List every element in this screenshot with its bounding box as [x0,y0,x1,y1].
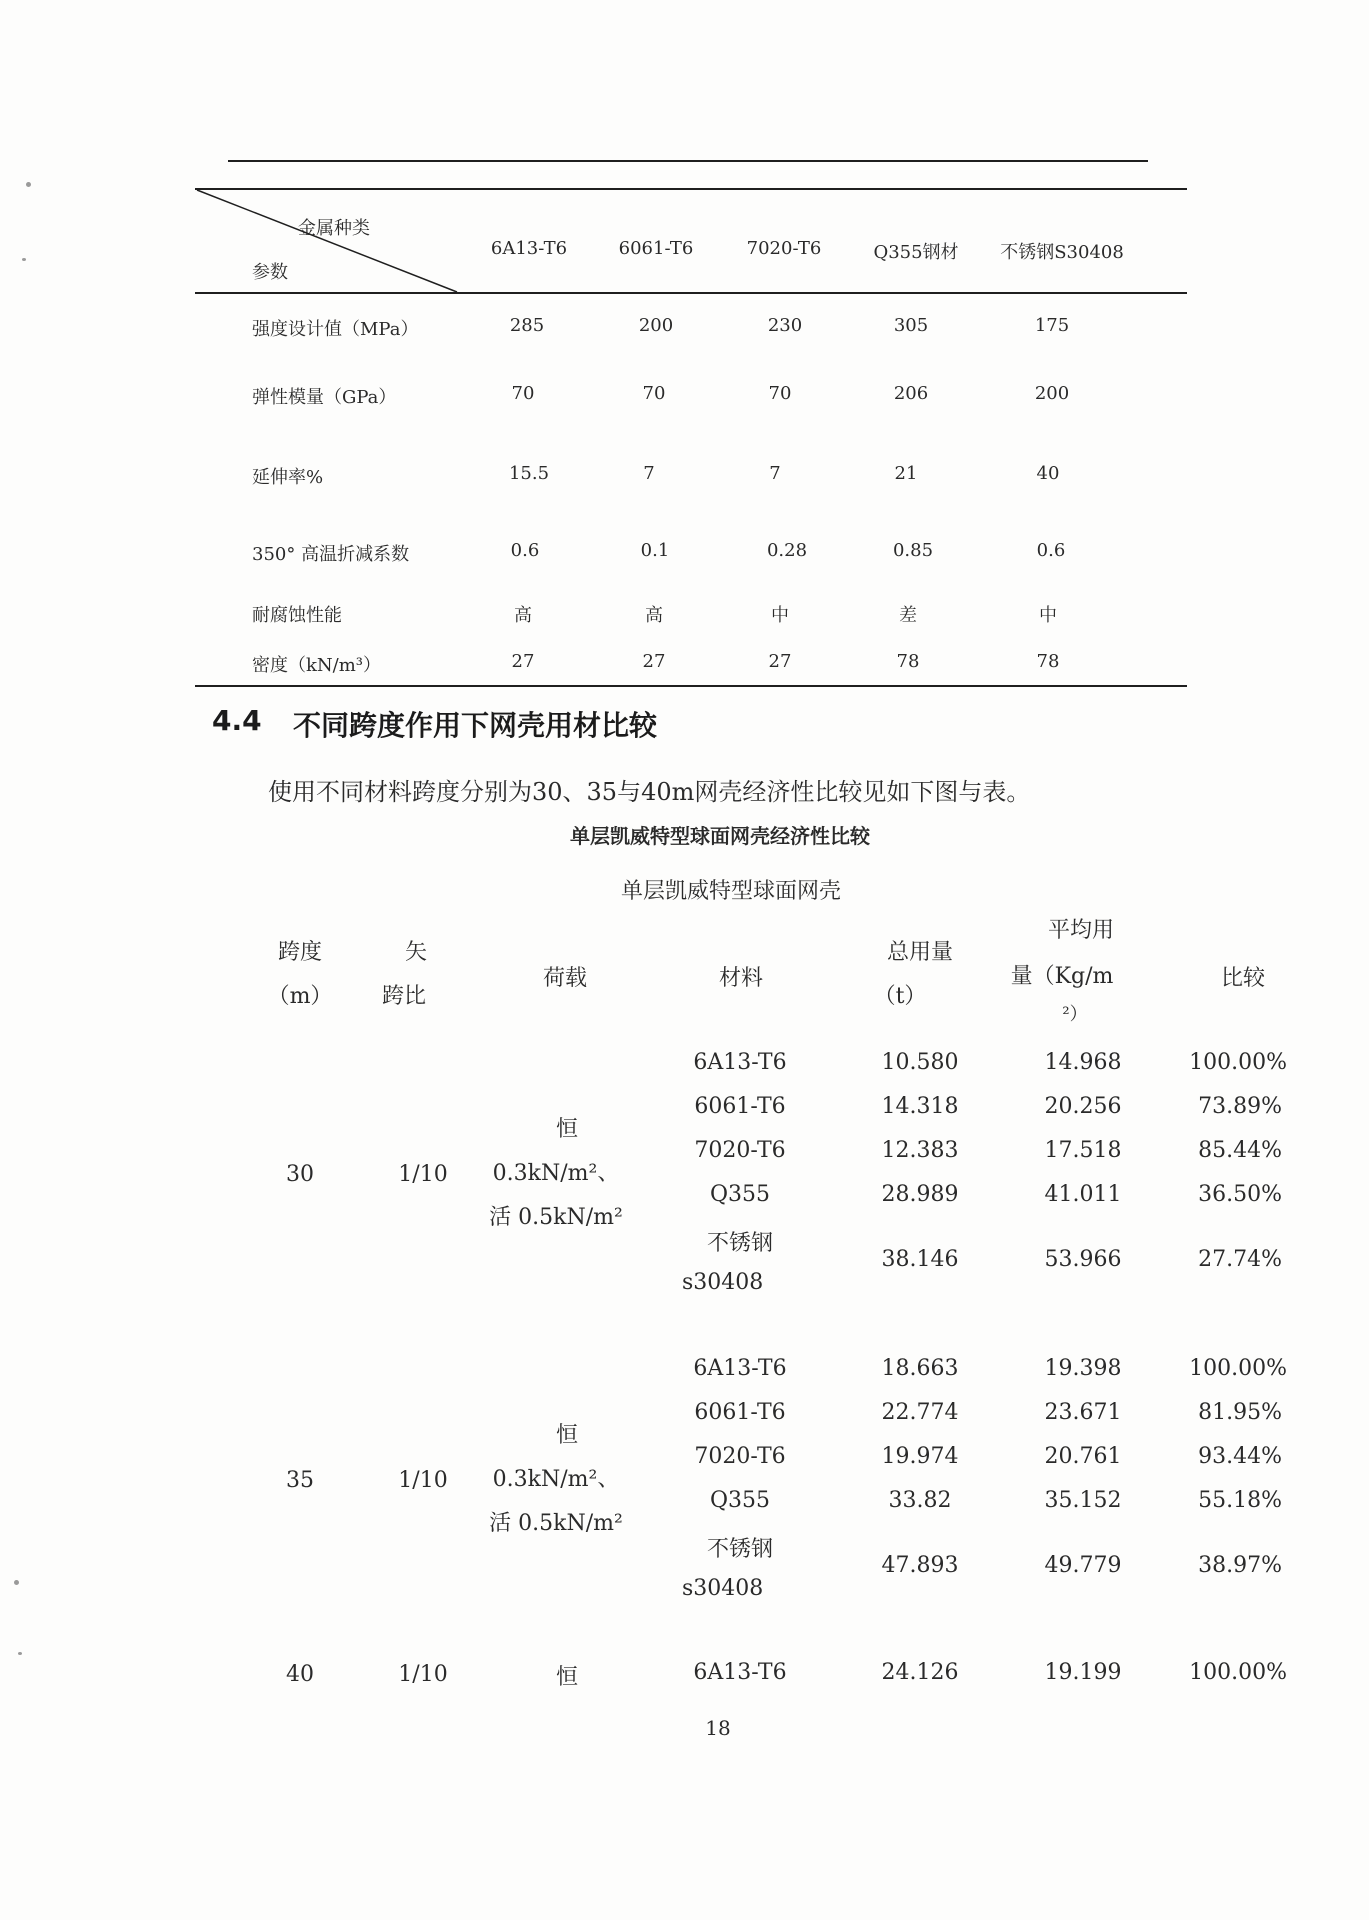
table1-cell: 0.6 [510,540,540,561]
table2-header-load: 荷载 [542,966,588,991]
total-cell: 19.974 [881,1444,959,1469]
table1-param-label: 弹性模量（GPa） [252,387,397,408]
material-cell: 不锈钢 [706,1537,774,1562]
scan-speck [26,182,31,187]
material-cell: 6A13-T6 [693,1660,787,1685]
table1-col-header: 不锈钢S30408 [1000,242,1124,263]
compare-cell: 38.97% [1198,1553,1282,1578]
compare-cell: 85.44% [1198,1138,1282,1163]
table1-cell: 305 [893,315,929,336]
table1-col-header: Q355钢材 [873,242,959,263]
scan-speck [18,1652,22,1655]
table1-cell: 78 [896,651,920,672]
total-cell: 33.82 [888,1488,952,1513]
total-cell: 22.774 [881,1400,959,1425]
table1-col-header: 7020-T6 [746,238,822,259]
table1-cell: 70 [511,383,535,404]
table1-param-label: 耐腐蚀性能 [252,605,342,626]
figure-caption: 单层凯威特型球面网壳经济性比较 [570,824,870,848]
group-load: 恒 [555,1665,579,1690]
scan-speck [14,1580,19,1585]
table2-header-compare: 比较 [1220,966,1266,991]
compare-cell: 93.44% [1198,1444,1282,1469]
table1-param-label: 延伸率% [252,467,324,488]
table1-cell: 差 [899,605,917,626]
section-title: 不同跨度作用下网壳用材比较 [293,709,658,742]
table1-cell: 206 [893,383,929,404]
total-cell: 24.126 [881,1660,959,1685]
group-span: 40 [286,1662,314,1687]
table1-cell: 中 [771,605,789,626]
table1-cell: 200 [638,315,674,336]
avg-cell: 17.518 [1044,1138,1122,1163]
table1-cell: 高 [645,605,663,626]
material-cell: 7020-T6 [694,1444,786,1469]
group-ratio: 1/10 [398,1662,448,1687]
total-cell: 12.383 [881,1138,959,1163]
avg-cell: 19.199 [1044,1660,1122,1685]
compare-cell: 100.00% [1189,1050,1287,1075]
table1-cell: 0.6 [1036,540,1066,561]
table1-corner-top: 金属种类 [298,218,370,239]
table1-cell: 40 [1036,463,1060,484]
total-cell: 18.663 [881,1356,959,1381]
total-cell: 28.989 [881,1182,959,1207]
group-load: 恒 0.3kN/m²、 活 0.5kN/m² [489,1117,623,1230]
table1-cell: 200 [1034,383,1070,404]
table1-cell: 高 [514,605,532,626]
table1-cell: 15.5 [508,463,550,484]
avg-cell: 53.966 [1044,1247,1122,1272]
avg-cell: 20.761 [1044,1444,1122,1469]
table2-header-avg: 平均用 量（Kg/m ²） [1010,918,1115,1025]
material-cell: Q355 [709,1488,771,1513]
table2-header-total: 总用量 （t） [873,940,953,1009]
table1-cell: 78 [1036,651,1060,672]
section-number: 4.4 [212,704,262,737]
compare-cell: 27.74% [1198,1247,1282,1272]
table1-cell: 0.85 [892,540,934,561]
avg-cell: 23.671 [1044,1400,1122,1425]
table2-title: 单层凯威特型球面网壳 [620,879,842,904]
table1-bottom-rule [195,685,1187,687]
compare-cell: 100.00% [1189,1356,1287,1381]
table1-param-label: 350° 高温折减系数 [252,544,410,565]
table1-cell: 27 [768,651,792,672]
table1-cell: 0.1 [640,540,670,561]
table1-cell: 70 [642,383,666,404]
body-paragraph: 使用不同材料跨度分别为30、35与40m网壳经济性比较见如下图与表。 [268,778,1031,806]
table1-col-header: 6061-T6 [618,238,694,259]
table1-param-label: 密度（kN/m³） [252,655,382,676]
avg-cell: 49.779 [1044,1553,1122,1578]
total-cell: 38.146 [881,1247,959,1272]
compare-cell: 73.89% [1198,1094,1282,1119]
table2-header-ratio: 矢 跨比 [381,940,428,1009]
table1-cell: 7 [769,463,781,484]
avg-cell: 14.968 [1044,1050,1122,1075]
material-cell: 6061-T6 [694,1400,786,1425]
material-cell: 6A13-T6 [693,1050,787,1075]
table1-corner-bottom: 参数 [252,262,288,283]
scan-speck [22,258,26,261]
table1-cell: 285 [509,315,545,336]
table1-cell: 中 [1039,605,1057,626]
page-number: 18 [705,1716,731,1740]
table1-diagonal-line [195,188,460,294]
avg-cell: 19.398 [1044,1356,1122,1381]
table1-cell: 21 [894,463,918,484]
table1-cell: 230 [767,315,803,336]
header-rule [228,160,1148,162]
group-ratio: 1/10 [398,1468,448,1493]
group-span: 35 [286,1468,314,1493]
group-load: 恒 0.3kN/m²、 活 0.5kN/m² [489,1423,623,1536]
compare-cell: 55.18% [1198,1488,1282,1513]
table1-cell: 7 [643,463,655,484]
table1-param-label: 强度设计值（MPa） [252,319,419,340]
total-cell: 47.893 [881,1553,959,1578]
avg-cell: 35.152 [1044,1488,1122,1513]
material-cell-line2: s30408 [682,1576,764,1601]
material-cell-line2: s30408 [682,1270,764,1295]
table1-cell: 27 [511,651,535,672]
table2-header-material: 材料 [718,966,764,991]
group-ratio: 1/10 [398,1162,448,1187]
group-span: 30 [286,1162,314,1187]
table1-cell: 0.28 [766,540,808,561]
table2-header-span: 跨度 （m） [267,940,333,1009]
table1-cell: 175 [1034,315,1070,336]
table1-cell: 70 [768,383,792,404]
material-cell: 不锈钢 [706,1231,774,1256]
compare-cell: 81.95% [1198,1400,1282,1425]
material-cell: 7020-T6 [694,1138,786,1163]
table1-col-header: 6A13-T6 [490,238,568,259]
compare-cell: 36.50% [1198,1182,1282,1207]
compare-cell: 100.00% [1189,1660,1287,1685]
total-cell: 10.580 [881,1050,959,1075]
total-cell: 14.318 [881,1094,959,1119]
material-cell: Q355 [709,1182,771,1207]
table1-cell: 27 [642,651,666,672]
material-cell: 6A13-T6 [693,1356,787,1381]
material-cell: 6061-T6 [694,1094,786,1119]
avg-cell: 41.011 [1044,1182,1122,1207]
avg-cell: 20.256 [1044,1094,1122,1119]
